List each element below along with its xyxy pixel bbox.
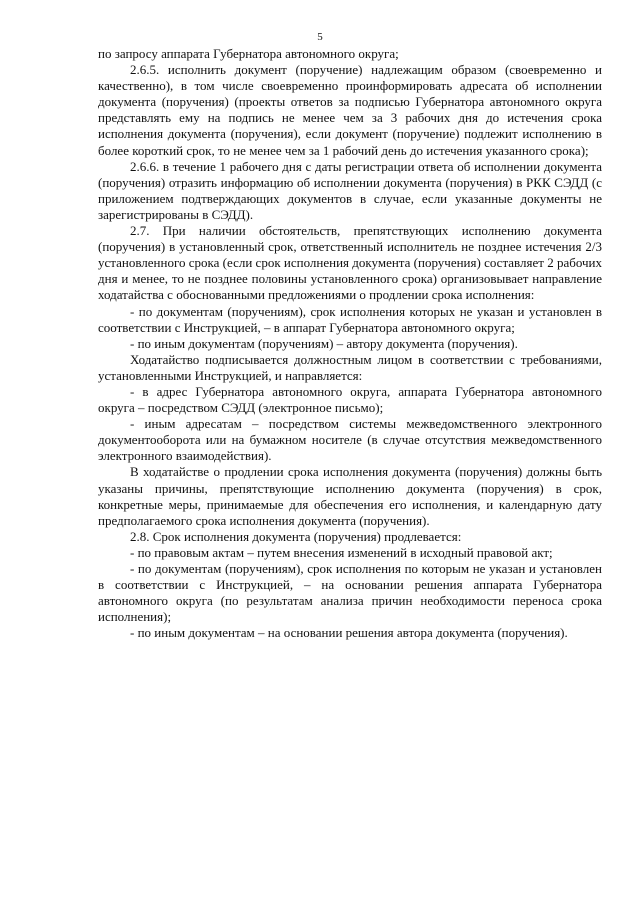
paragraph-petition-content: В ходатайстве о продлении срока исполнения документа (поручения) должны быть указаны причины, препятствующие исполнению документа (поручения) в срок, конкретные меры, принимаемые для обеспечения его исполнения, и календарную дату предполагаемого срока исполнения документа (поручения). (98, 464, 602, 528)
list-item-author-decision: - по иным документам – на основании решения автора документа (поручения). (130, 625, 568, 641)
paragraph-2-6-6: 2.6.6. в течение 1 рабочего дня с даты регистрации ответа об исполнении документа (поручения) отразить информацию об исполнении документа (поручения) в РКК СЭДД (с приложением подтверждающих документов в случае, если указанные документы не зарегистрированы в СЭДД). (98, 158, 602, 222)
list-item-legal-acts: - по правовым актам – путем внесения изменений в исходный правовой акт; (130, 544, 553, 560)
paragraph-2-7: 2.7. При наличии обстоятельств, препятствующих исполнению документа (поручения) в установленный срок, ответственный исполнитель не позднее истечения 2/3 установленного срока (если срок исполнения документа (поручения) составляет 2 рабочих дня и менее, то не позднее половины установленного срока) организовывает направление ходатайства с обоснованными предложениями о продлении срока исполнения: (98, 223, 602, 303)
document-body (98, 46, 602, 641)
page-number: 5 (317, 31, 323, 43)
list-item-instruction-documents: - по документам (поручениям), срок исполнения которых не указан и установлен в соответствии с Инструкцией, – в аппарат Губернатора автономного округа; (98, 303, 602, 335)
list-item-other-documents: - по иным документам (поручениям) – автору документа (поручения). (130, 335, 518, 351)
list-item-governor-address: - в адрес Губернатора автономного округа, аппарата Губернатора автономного округа – посредством СЭДД (электронное письмо); (98, 383, 602, 416)
paragraph-2-6-5: 2.6.5. исполнить документ (поручение) надлежащим образом (своевременно и качественно), в том числе своевременно проинформировать адресата об исполнении документа (поручения) (проекты ответов за подписью Губернатора автономного округа представлять ему на подпись не менее чем за 3 рабочих дня до истечения срока исполнения документа (поручения), если документ (поручение) подлежит исполнению в более короткий срок, то не менее чем за 1 рабочий день до истечения указанного срока); (98, 62, 602, 158)
paragraph-continuation: по запросу аппарата Губернатора автономного округа; (98, 46, 399, 61)
list-item-instruction-extension: - по документам (поручениям), срок исполнения по которым не указан и установлен в соответствии с Инструкцией, – на основании решения аппарата Губернатора автономного округа (по результатам анализа причин необходимости переноса срока исполнения); (98, 561, 602, 625)
paragraph-petition-signing: Ходатайство подписывается должностным лицом в соответствии с требованиями, установленными Инструкцией, и направляется: (98, 351, 602, 383)
list-item-other-addressees: - иным адресатам – посредством системы межведомственного электронного документооборота или на бумажном носителе (в случае отсутствия межведомственного электронного взаимодействия). (98, 416, 602, 464)
paragraph-2-8: 2.8. Срок исполнения документа (поручения) продлевается: (130, 528, 462, 544)
